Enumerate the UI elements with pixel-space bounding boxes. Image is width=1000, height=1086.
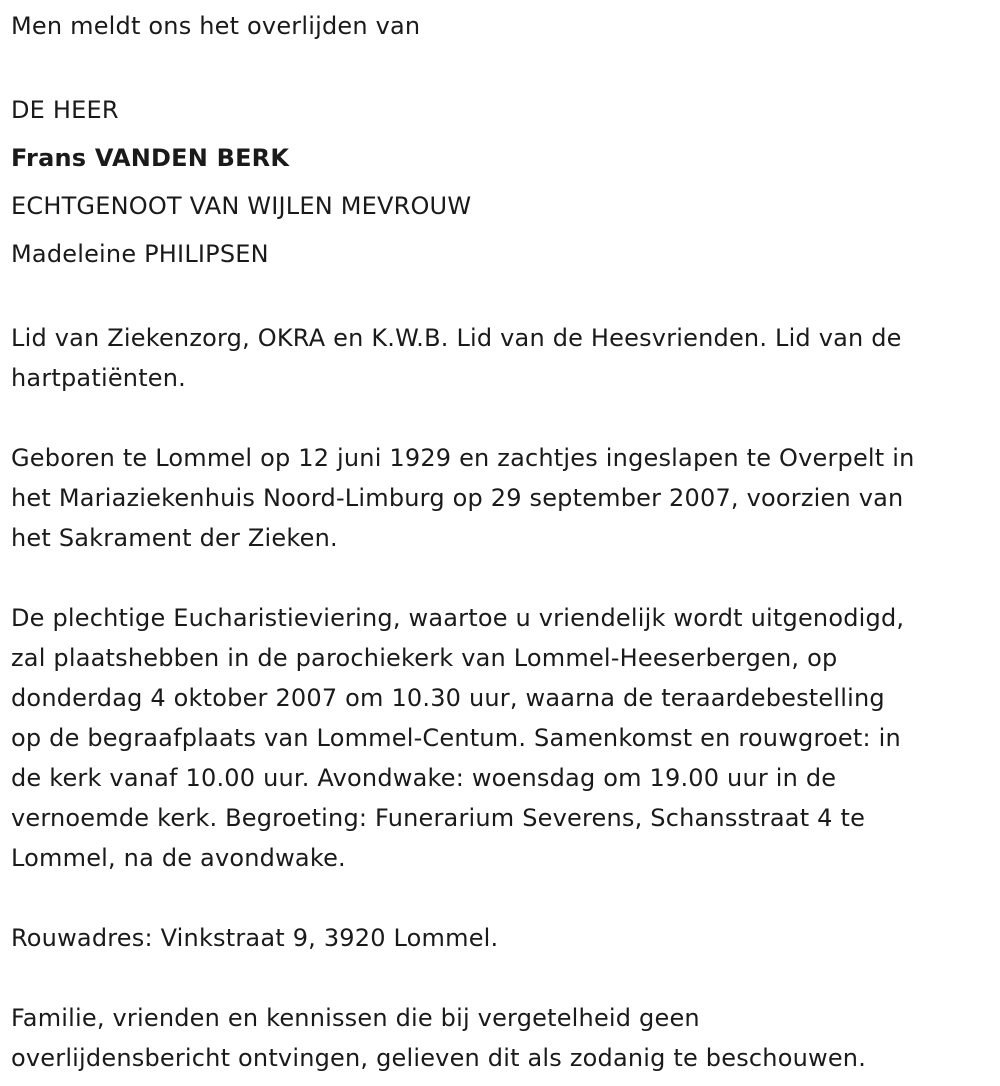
paragraph-line: zal plaatshebben in de parochiekerk van Lommel-Heeserbergen, op [11, 644, 838, 672]
paragraph-line: vernoemde kerk. Begroeting: Funerarium Severens, Schansstraat 4 te [11, 804, 866, 832]
paragraph-line: hartpatiënten. [11, 364, 187, 392]
paragraph-line: donderdag 4 oktober 2007 om 10.30 uur, waarna de teraardebestelling [11, 684, 885, 712]
paragraph-line: op de begraafplaats van Lommel-Centum. Samenkomst en rouwgroet: in [11, 724, 901, 752]
ceremony-paragraph [11, 598, 996, 878]
paragraph-line: Lommel, na de avondwake. [11, 844, 346, 872]
spouse-name: Madeleine PHILIPSEN [11, 240, 269, 268]
paragraph-line: De plechtige Eucharistieviering, waartoe u vriendelijk wordt uitgenodigd, [11, 604, 905, 632]
relation-text: ECHTGENOOT VAN WIJLEN MEVROUW [11, 192, 472, 220]
paragraph-line: het Sakrament der Zieken. [11, 524, 338, 552]
mourning-address: Rouwadres: Vinkstraat 9, 3920 Lommel. [11, 924, 499, 952]
birth-death-paragraph [11, 438, 996, 558]
paragraph-line: overlijdensbericht ontvingen, gelieven dit als zodanig te beschouwen. [11, 1044, 867, 1072]
address-paragraph [11, 918, 996, 958]
death-notice [11, 0, 996, 1078]
paragraph-line: Geboren te Lommel op 12 juni 1929 en zachtjes ingeslapen te Overpelt in [11, 444, 915, 472]
honorific: DE HEER [11, 96, 119, 124]
intro-text: Men meldt ons het overlijden van [11, 12, 421, 40]
deceased-block [11, 86, 996, 278]
paragraph-line: Familie, vrienden en kennissen die bij vergetelheid geen [11, 1004, 700, 1032]
deceased-name: Frans VANDEN BERK [11, 144, 290, 172]
paragraph-line: de kerk vanaf 10.00 uur. Avondwake: woensdag om 19.00 uur in de [11, 764, 837, 792]
closing-paragraph [11, 998, 996, 1078]
membership-paragraph [11, 318, 996, 398]
paragraph-line: het Mariaziekenhuis Noord-Limburg op 29 september 2007, voorzien van [11, 484, 904, 512]
paragraph-line: Lid van Ziekenzorg, OKRA en K.W.B. Lid van de Heesvrienden. Lid van de [11, 324, 902, 352]
